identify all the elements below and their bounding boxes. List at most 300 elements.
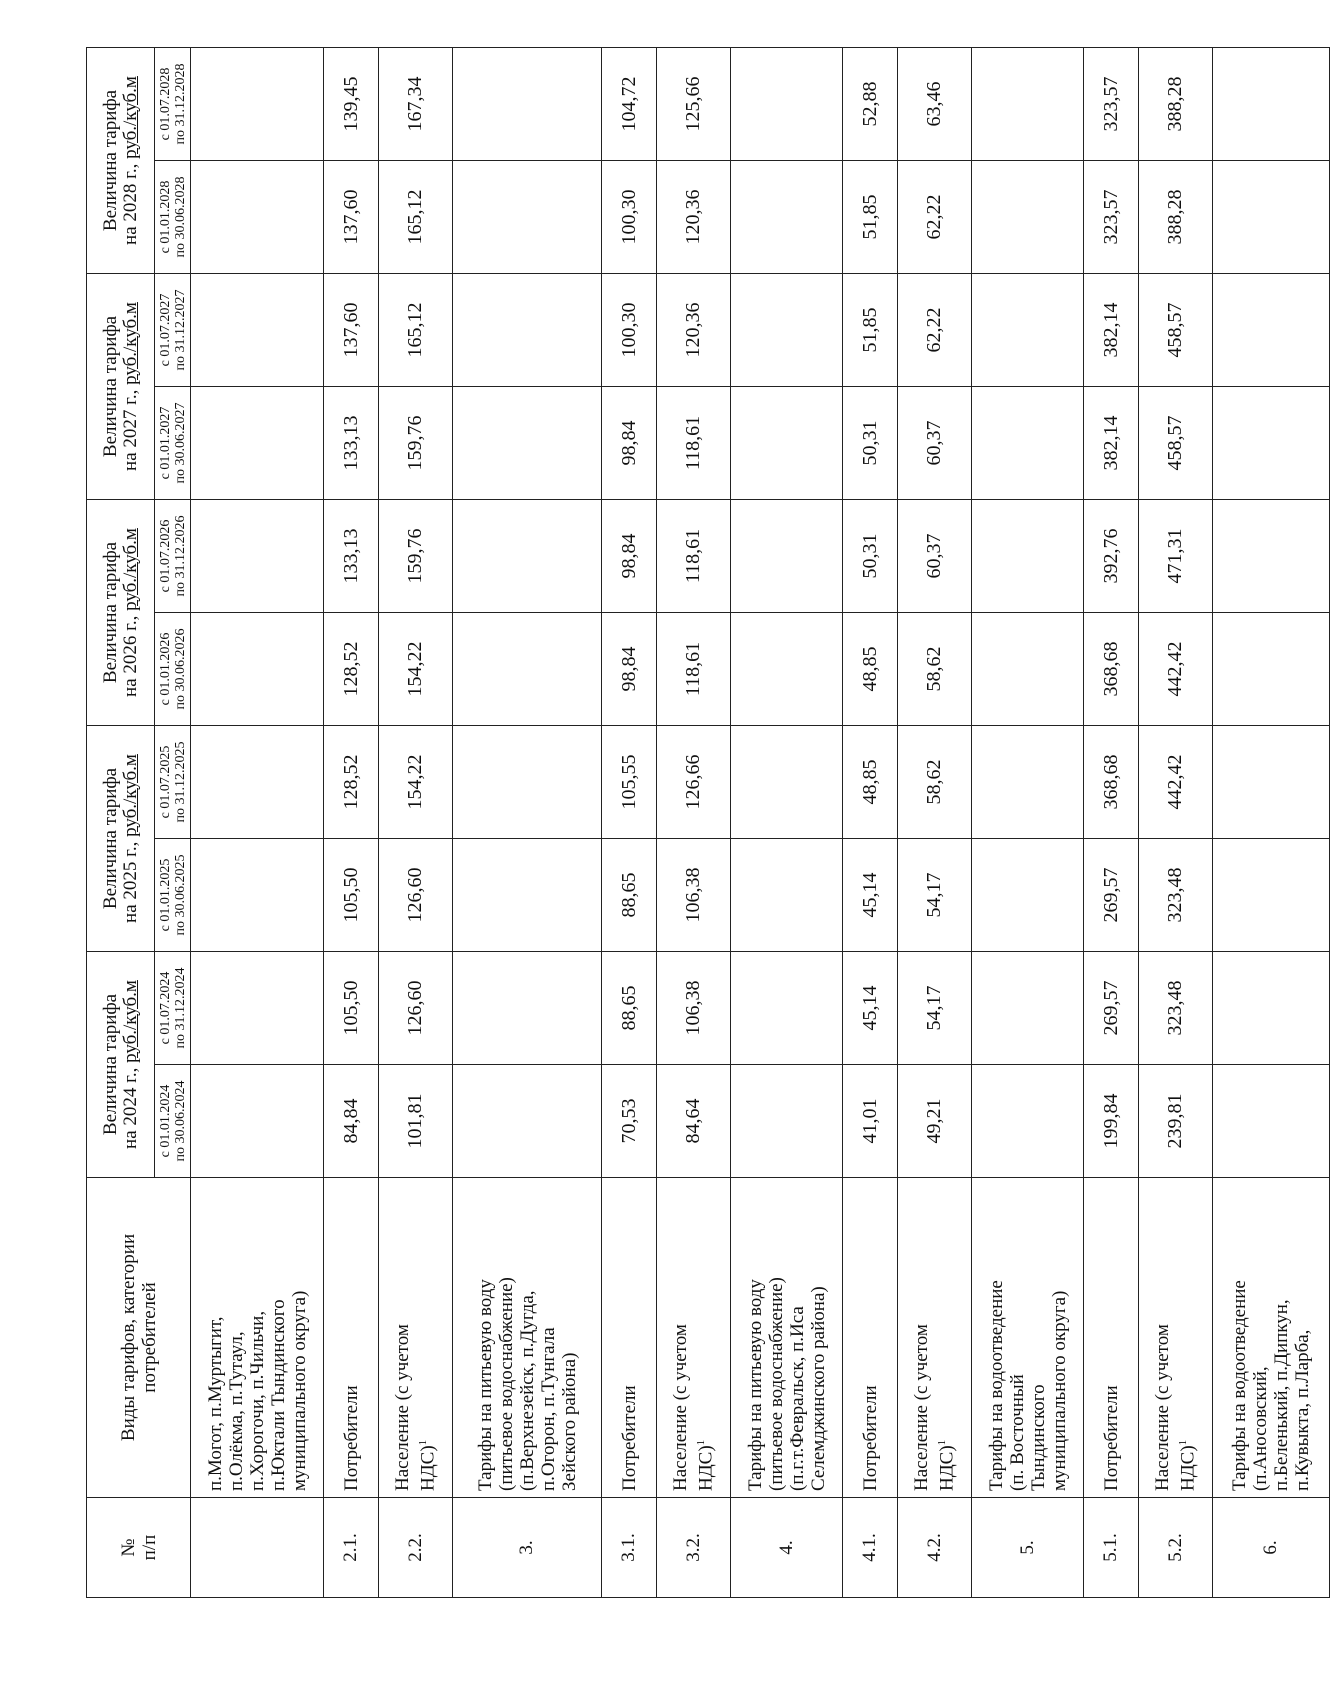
row-name-line xyxy=(1101,1184,1122,1491)
header-period-text: с 01.07.2025 xyxy=(157,745,173,819)
row-name-text: НДС) xyxy=(417,1445,439,1491)
header-period-text: по 31.12.2028 xyxy=(172,63,188,145)
header-year-unit: руб./куб.м xyxy=(119,980,141,1063)
tariff-value-cell xyxy=(1213,839,1330,952)
row-number: 4. xyxy=(731,1498,843,1598)
row-name-text: Тарифы на водоотведение xyxy=(985,1280,1007,1491)
row-name-text: п.Олёкма, п.Тутаул, xyxy=(225,1331,247,1491)
tariff-value-cell xyxy=(191,613,324,726)
header-year-2 xyxy=(87,500,155,726)
row-number: 5.1. xyxy=(1084,1498,1139,1598)
tariff-value-cell: 54,17 xyxy=(898,952,972,1065)
header-period-text: по 31.12.2025 xyxy=(172,741,188,823)
tariff-value-cell xyxy=(731,952,843,1065)
row-name-text: Потребители xyxy=(618,1385,640,1491)
footnote-marker: 1 xyxy=(936,1439,949,1446)
row-name-line xyxy=(517,1184,538,1491)
tariff-value-cell: 442,42 xyxy=(1139,726,1213,839)
row-name-text: п.Могот, п.Муртыгит, xyxy=(204,1316,226,1491)
row-name-line xyxy=(911,1184,932,1491)
row-name-text: Потребители xyxy=(1100,1385,1122,1491)
tariff-value-cell xyxy=(191,274,324,387)
row-name-text: (п.Аносовский, xyxy=(1250,1366,1271,1491)
row-name-line xyxy=(860,1184,881,1491)
tariff-table xyxy=(86,47,1330,1598)
tariff-value-cell xyxy=(731,500,843,613)
row-name-line xyxy=(1173,1184,1198,1491)
row-number: 4.1. xyxy=(843,1498,898,1598)
header-year-0 xyxy=(87,952,155,1178)
header-year-line xyxy=(121,54,141,267)
row-name xyxy=(1084,1178,1139,1498)
header-year-line xyxy=(121,506,141,719)
row-name xyxy=(731,1178,843,1498)
tariff-value-cell xyxy=(972,726,1084,839)
row-name-line xyxy=(268,1184,289,1491)
tariff-value-cell xyxy=(453,726,602,839)
row-name-line xyxy=(1229,1184,1250,1491)
tariff-value-cell xyxy=(972,274,1084,387)
row-number: 3. xyxy=(453,1498,602,1598)
row-name-text: Потребители xyxy=(340,1385,362,1491)
header-period-2-1 xyxy=(155,613,191,726)
tariff-value-cell: 118,61 xyxy=(657,387,731,500)
row-name-text: Население (с учетом xyxy=(670,1324,692,1491)
row-name-line xyxy=(932,1184,957,1491)
row-name-line xyxy=(1049,1184,1070,1491)
header-type: Виды тарифов, категории потребителей xyxy=(87,1178,191,1498)
row-name-line xyxy=(413,1184,438,1491)
table-row xyxy=(731,48,843,1598)
row-name-text: п.Юктали Тындинского xyxy=(267,1299,289,1491)
tariff-value-cell xyxy=(1213,274,1330,387)
tariff-value-cell xyxy=(972,48,1084,161)
row-name-text: Население (с учетом xyxy=(392,1324,414,1491)
tariff-value-cell: 458,57 xyxy=(1139,274,1213,387)
header-year-prefix: на 2026 г., xyxy=(119,610,141,697)
tariff-value-cell: 382,14 xyxy=(1084,387,1139,500)
tariff-value-cell xyxy=(453,387,602,500)
tariff-value-cell: 52,88 xyxy=(843,48,898,161)
header-period-1-2 xyxy=(155,726,191,839)
tariff-value-cell: 388,28 xyxy=(1139,161,1213,274)
tariff-value-cell xyxy=(453,500,602,613)
header-year-unit: руб./куб.м xyxy=(119,528,141,611)
tariff-value-cell xyxy=(1213,161,1330,274)
tariff-value-cell xyxy=(731,48,843,161)
header-year-prefix: на 2024 г., xyxy=(119,1062,141,1149)
tariff-value-cell xyxy=(453,161,602,274)
row-name-line xyxy=(745,1184,766,1491)
tariff-value-cell: 105,50 xyxy=(324,952,379,1065)
header-period-text: по 31.12.2027 xyxy=(172,289,188,371)
row-name xyxy=(657,1178,731,1498)
header-year-line xyxy=(121,958,141,1171)
header-period-text: по 30.06.2027 xyxy=(172,402,188,484)
tariff-value-cell: 62,22 xyxy=(898,161,972,274)
row-number xyxy=(191,1498,324,1598)
row-name xyxy=(1213,1178,1330,1498)
header-year-prefix: на 2028 г., xyxy=(119,158,141,245)
header-year-unit: руб./куб.м xyxy=(119,754,141,837)
tariff-value-cell: 392,76 xyxy=(1084,500,1139,613)
header-num-line1: № xyxy=(117,1538,139,1557)
row-name-text: (п.г.т.Февральск, п.Иса xyxy=(786,1306,808,1491)
tariff-value-cell: 159,76 xyxy=(379,500,453,613)
row-name-line xyxy=(475,1184,496,1491)
row-name-text: муниципального округа) xyxy=(1048,1290,1070,1491)
row-number: 6. xyxy=(1213,1498,1330,1598)
tariff-value-cell: 125,66 xyxy=(657,48,731,161)
row-name-line xyxy=(1250,1184,1271,1491)
row-name-text: п.Хорогочи, п.Чильчи, xyxy=(246,1310,268,1491)
tariff-value-cell: 48,85 xyxy=(843,726,898,839)
header-period-2-2 xyxy=(155,500,191,613)
tariff-value-cell xyxy=(731,1065,843,1178)
tariff-value-cell: 126,60 xyxy=(379,952,453,1065)
row-number: 5. xyxy=(972,1498,1084,1598)
header-year-line xyxy=(121,732,141,945)
tariff-value-cell xyxy=(453,48,602,161)
tariff-value-cell: 128,52 xyxy=(324,726,379,839)
tariff-value-cell xyxy=(731,274,843,387)
tariff-value-cell: 126,60 xyxy=(379,839,453,952)
tariff-value-cell xyxy=(1213,726,1330,839)
tariff-value-cell: 165,12 xyxy=(379,274,453,387)
row-number: 3.1. xyxy=(602,1498,657,1598)
tariff-value-cell xyxy=(191,839,324,952)
tariff-value-cell: 98,84 xyxy=(602,613,657,726)
row-name-text: (п. Восточный xyxy=(1006,1374,1028,1491)
header-period-3-1 xyxy=(155,387,191,500)
tariff-value-cell: 159,76 xyxy=(379,387,453,500)
tariff-value-cell: 126,66 xyxy=(657,726,731,839)
tariff-value-cell xyxy=(972,1065,1084,1178)
tariff-value-cell xyxy=(731,387,843,500)
tariff-value-cell xyxy=(731,839,843,952)
header-year-title: Величина тарифа xyxy=(99,315,121,458)
row-name-text: Потребители xyxy=(859,1385,881,1491)
row-name-line xyxy=(766,1184,787,1491)
header-period-0-1 xyxy=(155,1065,191,1178)
header-period-4-2 xyxy=(155,48,191,161)
tariff-value-cell xyxy=(191,1065,324,1178)
header-period-text: с 01.07.2028 xyxy=(157,67,173,141)
row-name-line xyxy=(559,1184,580,1491)
tariff-value-cell: 105,50 xyxy=(324,839,379,952)
tariff-value-cell: 98,84 xyxy=(602,387,657,500)
tariff-value-cell xyxy=(453,839,602,952)
tariff-value-cell: 49,21 xyxy=(898,1065,972,1178)
tariff-value-cell: 60,37 xyxy=(898,387,972,500)
tariff-value-cell xyxy=(191,387,324,500)
tariff-value-cell xyxy=(972,952,1084,1065)
row-name-text: Тарифы на питьевую воду xyxy=(474,1279,496,1491)
tariff-value-cell xyxy=(1213,48,1330,161)
row-name-text: НДС) xyxy=(695,1445,717,1491)
table-row xyxy=(191,48,324,1598)
tariff-value-cell xyxy=(731,161,843,274)
tariff-value-cell xyxy=(972,387,1084,500)
header-period-4-1 xyxy=(155,161,191,274)
row-name-text: (питьевое водоснабжение) xyxy=(765,1277,787,1491)
header-period-text: с 01.07.2026 xyxy=(157,519,173,593)
row-number: 4.2. xyxy=(898,1498,972,1598)
row-name-text: (п.Верхнезейск, п.Дугда, xyxy=(516,1290,538,1491)
row-name xyxy=(602,1178,657,1498)
footnote-marker: 1 xyxy=(1177,1439,1190,1446)
row-name xyxy=(191,1178,324,1498)
header-year-unit: руб./куб.м xyxy=(119,76,141,159)
header-period-text: с 01.07.2024 xyxy=(157,971,173,1045)
footnote-marker: 1 xyxy=(417,1439,430,1446)
row-number: 3.2. xyxy=(657,1498,731,1598)
page-scan xyxy=(86,50,1313,1598)
tariff-value-cell xyxy=(191,48,324,161)
row-name-text: п.Беленький, п.Дипкун, xyxy=(1271,1299,1292,1491)
header-period-text: по 30.06.2026 xyxy=(172,628,188,710)
header-year-title: Величина тарифа xyxy=(99,767,121,910)
row-name-text: НДС) xyxy=(936,1445,958,1491)
header-year-unit: руб./куб.м xyxy=(119,302,141,385)
tariff-value-cell: 323,57 xyxy=(1084,48,1139,161)
header-period-text: с 01.01.2026 xyxy=(157,632,173,706)
row-name xyxy=(1139,1178,1213,1498)
tariff-value-cell: 54,17 xyxy=(898,839,972,952)
table-row xyxy=(843,48,898,1598)
footnote-marker: 1 xyxy=(695,1439,708,1446)
tariff-value-cell: 323,48 xyxy=(1139,952,1213,1065)
tariff-value-cell: 105,55 xyxy=(602,726,657,839)
row-name xyxy=(843,1178,898,1498)
tariff-value-cell xyxy=(453,1065,602,1178)
tariff-value-cell xyxy=(191,500,324,613)
header-year-1 xyxy=(87,726,155,952)
tariff-value-cell: 118,61 xyxy=(657,613,731,726)
tariff-value-cell: 120,36 xyxy=(657,274,731,387)
header-period-text: по 31.12.2026 xyxy=(172,515,188,597)
row-number: 2.1. xyxy=(324,1498,379,1598)
tariff-value-cell: 63,46 xyxy=(898,48,972,161)
tariff-value-cell: 51,85 xyxy=(843,274,898,387)
row-name-line xyxy=(341,1184,362,1491)
tariff-value-cell: 100,30 xyxy=(602,161,657,274)
header-period-text: с 01.01.2025 xyxy=(157,858,173,932)
table-header xyxy=(87,48,191,1598)
tariff-value-cell: 137,60 xyxy=(324,161,379,274)
tariff-value-cell: 58,62 xyxy=(898,726,972,839)
table-row xyxy=(898,48,972,1598)
header-num-line2: п/п xyxy=(138,1534,160,1561)
tariff-value-cell xyxy=(191,952,324,1065)
row-name-text: п.Огорон, п.Тунгала xyxy=(537,1327,559,1491)
row-name-line xyxy=(205,1184,226,1491)
tariff-value-cell: 50,31 xyxy=(843,387,898,500)
table-row xyxy=(972,48,1084,1598)
header-period-text: по 31.12.2024 xyxy=(172,967,188,1049)
tariff-value-cell: 167,34 xyxy=(379,48,453,161)
row-name-text: Тындинского xyxy=(1027,1384,1049,1491)
header-period-text: с 01.01.2028 xyxy=(157,180,173,254)
tariff-value-cell: 62,22 xyxy=(898,274,972,387)
header-period-text: с 01.07.2027 xyxy=(157,293,173,367)
header-year-3 xyxy=(87,274,155,500)
table-row xyxy=(324,48,379,1598)
tariff-value-cell: 368,68 xyxy=(1084,613,1139,726)
tariff-value-cell: 50,31 xyxy=(843,500,898,613)
header-year-title: Величина тарифа xyxy=(99,993,121,1136)
row-name-line xyxy=(226,1184,247,1491)
table-row xyxy=(453,48,602,1598)
tariff-value-cell: 88,65 xyxy=(602,952,657,1065)
header-year-prefix: на 2027 г., xyxy=(119,384,141,471)
tariff-value-cell: 84,64 xyxy=(657,1065,731,1178)
tariff-value-cell xyxy=(191,726,324,839)
tariff-value-cell: 106,38 xyxy=(657,952,731,1065)
header-row-years xyxy=(87,48,155,1598)
tariff-value-cell xyxy=(453,952,602,1065)
row-name-text: Население (с учетом xyxy=(911,1324,933,1491)
row-name-line xyxy=(1292,1184,1313,1491)
tariff-value-cell: 368,68 xyxy=(1084,726,1139,839)
row-name-line xyxy=(1271,1184,1292,1491)
row-name-line xyxy=(670,1184,691,1491)
row-name-line xyxy=(247,1184,268,1491)
header-period-0-2 xyxy=(155,952,191,1065)
tariff-value-cell xyxy=(972,613,1084,726)
tariff-value-cell xyxy=(1213,500,1330,613)
row-number: 2.2. xyxy=(379,1498,453,1598)
row-name-text: муниципального округа) xyxy=(288,1290,310,1491)
tariff-value-cell: 118,61 xyxy=(657,500,731,613)
tariff-value-cell: 133,13 xyxy=(324,500,379,613)
tariff-value-cell: 70,53 xyxy=(602,1065,657,1178)
tariff-value-cell: 154,22 xyxy=(379,613,453,726)
tariff-value-cell xyxy=(191,161,324,274)
tariff-value-cell: 133,13 xyxy=(324,387,379,500)
tariff-value-cell xyxy=(453,613,602,726)
row-name-text: (питьевое водоснабжение) xyxy=(495,1277,517,1491)
tariff-value-cell: 41,01 xyxy=(843,1065,898,1178)
row-name-text: НДС) xyxy=(1177,1445,1199,1491)
tariff-value-cell xyxy=(731,613,843,726)
row-name-line xyxy=(496,1184,517,1491)
tariff-value-cell: 45,14 xyxy=(843,839,898,952)
tariff-value-cell: 458,57 xyxy=(1139,387,1213,500)
row-name-text: Селемджинского района) xyxy=(807,1286,829,1491)
header-num xyxy=(87,1498,191,1598)
row-name-text: Тарифы на водоотведение xyxy=(1229,1280,1250,1491)
tariff-value-cell: 88,65 xyxy=(602,839,657,952)
row-name-text: Зейского района) xyxy=(558,1352,580,1491)
tariff-value-cell: 48,85 xyxy=(843,613,898,726)
tariff-value-cell: 442,42 xyxy=(1139,613,1213,726)
tariff-value-cell xyxy=(972,500,1084,613)
tariff-value-cell: 58,62 xyxy=(898,613,972,726)
table-row xyxy=(1139,48,1213,1598)
header-period-1-1 xyxy=(155,839,191,952)
row-name-line xyxy=(691,1184,716,1491)
row-name xyxy=(379,1178,453,1498)
row-number: 5.2. xyxy=(1139,1498,1213,1598)
row-name-line xyxy=(1028,1184,1049,1491)
header-year-title: Величина тарифа xyxy=(99,541,121,684)
row-name-text: Тарифы на питьевую воду xyxy=(744,1279,766,1491)
tariff-value-cell xyxy=(972,161,1084,274)
tariff-value-cell: 323,48 xyxy=(1139,839,1213,952)
tariff-value-cell: 165,12 xyxy=(379,161,453,274)
tariff-value-cell: 128,52 xyxy=(324,613,379,726)
row-name-line xyxy=(1007,1184,1028,1491)
row-name-line xyxy=(538,1184,559,1491)
tariff-value-cell: 45,14 xyxy=(843,952,898,1065)
header-period-text: с 01.01.2027 xyxy=(157,406,173,480)
tariff-value-cell: 106,38 xyxy=(657,839,731,952)
tariff-value-cell xyxy=(731,726,843,839)
row-name-line xyxy=(808,1184,829,1491)
tariff-value-cell xyxy=(1213,387,1330,500)
row-name-line xyxy=(787,1184,808,1491)
tariff-value-cell: 382,14 xyxy=(1084,274,1139,387)
tariff-value-cell: 137,60 xyxy=(324,274,379,387)
tariff-value-cell: 199,84 xyxy=(1084,1065,1139,1178)
row-name xyxy=(972,1178,1084,1498)
header-year-line xyxy=(121,280,141,493)
tariff-value-cell: 51,85 xyxy=(843,161,898,274)
tariff-value-cell: 60,37 xyxy=(898,500,972,613)
row-name-line xyxy=(289,1184,310,1491)
tariff-value-cell: 84,84 xyxy=(324,1065,379,1178)
tariff-value-cell xyxy=(1213,952,1330,1065)
tariff-value-cell: 269,57 xyxy=(1084,839,1139,952)
row-name-text: Население (с учетом xyxy=(1152,1324,1174,1491)
row-name-text: п.Кувыкта, п.Ларба, xyxy=(1292,1329,1313,1491)
row-name xyxy=(898,1178,972,1498)
row-name-line xyxy=(1152,1184,1173,1491)
header-year-4 xyxy=(87,48,155,274)
header-period-3-2 xyxy=(155,274,191,387)
table-row xyxy=(657,48,731,1598)
tariff-value-cell: 239,81 xyxy=(1139,1065,1213,1178)
row-name xyxy=(324,1178,379,1498)
row-name-line xyxy=(392,1184,413,1491)
header-year-prefix: на 2025 г., xyxy=(119,836,141,923)
row-name-line xyxy=(986,1184,1007,1491)
rotated-table-container xyxy=(86,50,1313,1598)
table-row xyxy=(1084,48,1139,1598)
tariff-value-cell: 100,30 xyxy=(602,274,657,387)
tariff-value-cell xyxy=(453,274,602,387)
header-period-text: по 30.06.2028 xyxy=(172,176,188,258)
tariff-value-cell: 104,72 xyxy=(602,48,657,161)
table-row xyxy=(602,48,657,1598)
tariff-value-cell xyxy=(1213,1065,1330,1178)
header-year-title: Величина тарифа xyxy=(99,89,121,232)
tariff-value-cell xyxy=(972,839,1084,952)
header-period-text: по 30.06.2025 xyxy=(172,854,188,936)
tariff-value-cell: 120,36 xyxy=(657,161,731,274)
tariff-value-cell: 98,84 xyxy=(602,500,657,613)
row-name-line xyxy=(619,1184,640,1491)
tariff-value-cell: 154,22 xyxy=(379,726,453,839)
table-body xyxy=(191,48,1330,1598)
row-name xyxy=(453,1178,602,1498)
tariff-value-cell: 269,57 xyxy=(1084,952,1139,1065)
tariff-value-cell: 388,28 xyxy=(1139,48,1213,161)
tariff-value-cell: 101,81 xyxy=(379,1065,453,1178)
tariff-value-cell: 139,45 xyxy=(324,48,379,161)
table-row xyxy=(1213,48,1330,1598)
